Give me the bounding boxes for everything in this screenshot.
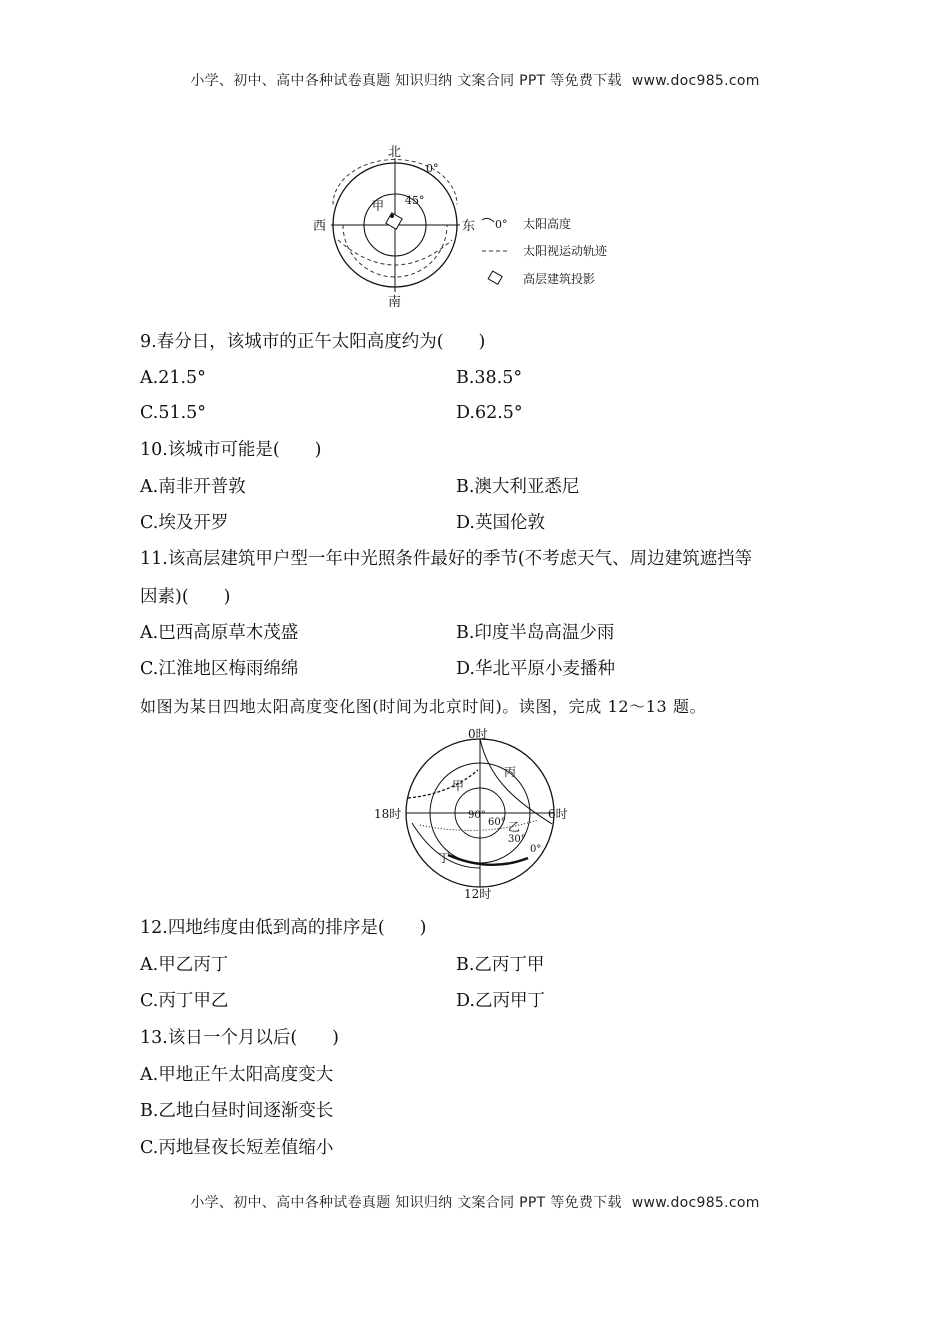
label-45-deg: 45°: [405, 194, 425, 207]
label-12h: 12时: [464, 887, 492, 901]
label-0-deg: 0°: [426, 162, 439, 175]
curve-yi: [420, 820, 538, 830]
label-60-deg: 60°: [488, 817, 506, 828]
q9-stem: 9.春分日，该城市的正午太阳高度约为( ): [140, 332, 486, 352]
q11-option-d[interactable]: D.华北平原小麦播种: [456, 659, 615, 679]
label-north: 北: [388, 145, 402, 160]
figure-sun-altitude-diagram: [370, 728, 590, 904]
q13-stem: 13.该日一个月以后( ): [140, 1028, 339, 1048]
q11-option-b[interactable]: B.印度半岛高温少雨: [456, 623, 615, 643]
label-ding: 丁: [438, 851, 451, 865]
legend-altitude: 太阳高度: [523, 217, 572, 231]
label-west: 西: [313, 219, 327, 234]
q10-option-d[interactable]: D.英国伦敦: [456, 513, 545, 533]
curve-ding: [448, 855, 528, 865]
label-6h: 6时: [548, 807, 568, 821]
q13-option-a[interactable]: A.甲地正午太阳高度变大: [140, 1065, 334, 1085]
label-0-deg-2: 0°: [530, 844, 542, 855]
q11-option-c[interactable]: C.江淮地区梅雨绵绵: [140, 659, 299, 679]
q12-option-d[interactable]: D.乙丙甲丁: [456, 991, 545, 1011]
q13-option-b[interactable]: B.乙地白昼时间逐渐变长: [140, 1101, 334, 1121]
q11-stem-line1: 11.该高层建筑甲户型一年中光照条件最好的季节(不考虑天气、周边建筑遮挡等: [140, 549, 753, 569]
legend-shadow-icon: [488, 271, 502, 284]
q12-stem: 12.四地纬度由低到高的排序是( ): [140, 918, 427, 938]
label-0h: 0时: [468, 728, 488, 741]
q12-option-a[interactable]: A.甲乙丙丁: [140, 955, 229, 975]
label-bing: 丙: [504, 765, 517, 779]
q11-option-a[interactable]: A.巴西高原草木茂盛: [140, 623, 299, 643]
label-yi: 乙: [508, 820, 521, 834]
label-jia: 甲: [372, 199, 385, 213]
q9-option-b[interactable]: B.38.5°: [456, 368, 523, 388]
q13-option-c[interactable]: C.丙地昼夜长短差值缩小: [140, 1138, 334, 1158]
figure-sun-path-diagram: [310, 140, 650, 310]
q10-option-b[interactable]: B.澳大利亚悉尼: [456, 477, 580, 497]
label-90-deg: 90°: [468, 810, 486, 821]
footer-url[interactable]: www.doc985.com: [631, 1195, 760, 1211]
q10-option-c[interactable]: C.埃及开罗: [140, 513, 229, 533]
header-text: 小学、初中、高中各种试卷真题 知识归纳 文案合同 PPT 等免费下载: [190, 73, 622, 89]
label-18h: 18时: [374, 807, 402, 821]
legend-altitude-mark: 0°: [495, 218, 508, 231]
curve-jia: [408, 770, 478, 798]
label-30-deg: 30°: [508, 834, 526, 845]
page-footer: [0, 1192, 950, 1212]
header-url[interactable]: www.doc985.com: [631, 73, 760, 89]
label-east: 东: [462, 219, 476, 234]
legend-shadow: 高层建筑投影: [523, 272, 596, 286]
q10-stem: 10.该城市可能是( ): [140, 440, 322, 460]
label-jia-2: 甲: [452, 779, 465, 793]
curve-bing: [480, 739, 552, 824]
legend-track: 太阳视运动轨迹: [523, 244, 608, 258]
q9-option-d[interactable]: D.62.5°: [456, 403, 523, 423]
q10-option-a[interactable]: A.南非开普敦: [140, 477, 246, 497]
intro-q12-13: 如图为某日四地太阳高度变化图(时间为北京时间)。读图，完成 12～13 题。: [140, 697, 707, 716]
q12-option-c[interactable]: C.丙丁甲乙: [140, 991, 229, 1011]
building-shadow-icon: [386, 213, 402, 229]
q12-option-b[interactable]: B.乙丙丁甲: [456, 955, 545, 975]
q9-option-c[interactable]: C.51.5°: [140, 403, 207, 423]
page-header: [0, 70, 950, 90]
q11-stem-line2: 因素)( ): [140, 587, 231, 607]
label-south: 南: [388, 295, 402, 310]
legend-altitude-icon: [482, 218, 494, 222]
q9-option-a[interactable]: A.21.5°: [140, 368, 206, 388]
building-dot: [390, 214, 394, 218]
footer-text: 小学、初中、高中各种试卷真题 知识归纳 文案合同 PPT 等免费下载: [190, 1195, 622, 1211]
